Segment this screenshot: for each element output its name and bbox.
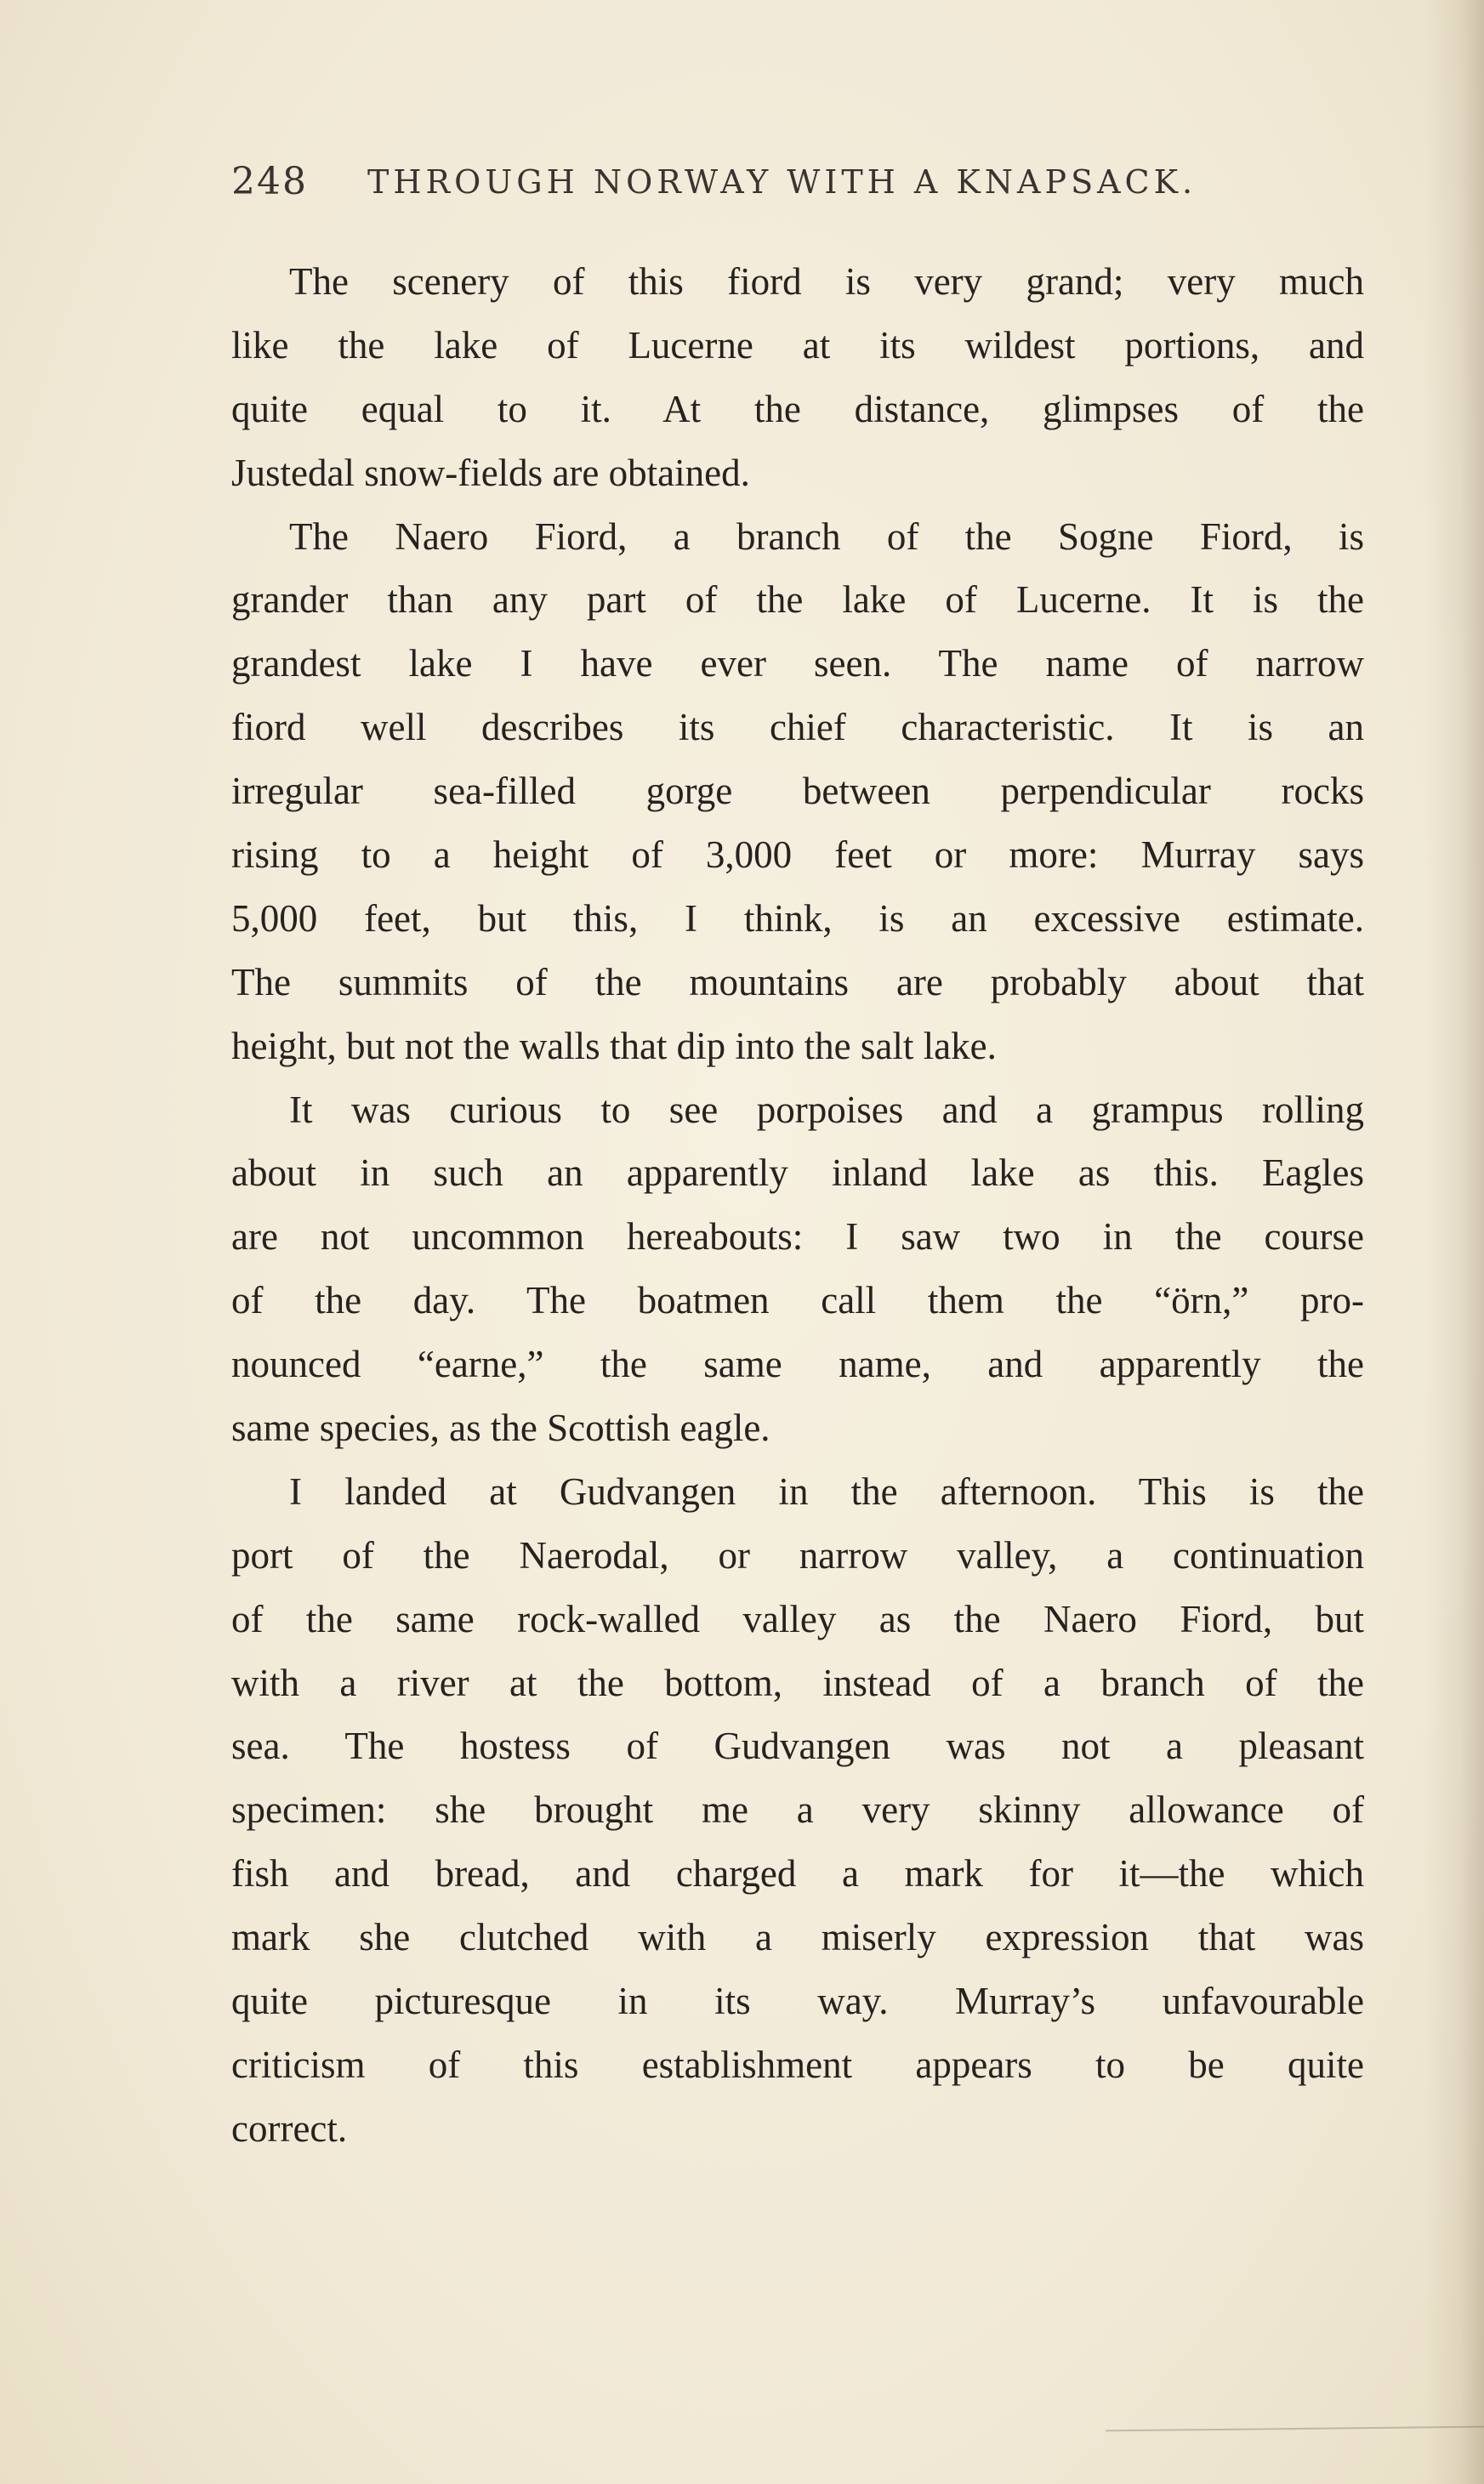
text-line: specimen: she brought me a very skinny allowance of <box>231 1788 1364 1832</box>
text-line: grander than any part of the lake of Lucerne. It is the <box>231 578 1364 622</box>
page-edge-shadow <box>1424 0 1484 2484</box>
text-line: It was curious to see porpoises and a grampus rolling <box>289 1088 1364 1131</box>
text-line: rising to a height of 3,000 feet or more: Murray says <box>231 833 1364 877</box>
text-line: The summits of the mountains are probably about that <box>231 960 1364 1003</box>
text-line: quite picturesque in its way. Murray’s unfavourable <box>231 1980 1364 2023</box>
text-line: with a river at the bottom, instead of a branch of the <box>231 1661 1364 1704</box>
text-line: I landed at Gudvangen in the afternoon. This is the <box>289 1469 1364 1513</box>
text-line: grandest lake I have ever seen. The name of narrow <box>231 642 1364 685</box>
text-line: The scenery of this fiord is very grand; very much <box>289 260 1364 303</box>
text-line: quite equal to it. At the distance, glimpses of the <box>231 387 1364 430</box>
page-number: 248 <box>231 160 308 203</box>
text-line: 5,000 feet, but this, I think, is an excessive estimate. <box>231 896 1364 940</box>
text-line: correct. <box>231 2106 348 2150</box>
body-text <box>231 250 1364 2161</box>
text-line: fiord well describes its chief characteristic. It is an <box>231 706 1364 749</box>
text-line: same species, as the Scottish eagle. <box>231 1407 770 1450</box>
text-line: about in such an apparently inland lake as this. Eagles <box>231 1151 1364 1195</box>
text-line: mark she clutched with a miserly expression that was <box>231 1916 1364 1959</box>
text-line: are not uncommon hereabouts: I saw two in the course <box>231 1215 1364 1259</box>
text-line: nounced “earne,” the same name, and apparently the <box>231 1343 1364 1386</box>
page-header <box>231 160 1379 219</box>
text-line: sea. The hostess of Gudvangen was not a pleasant <box>231 1725 1364 1768</box>
text-line: like the lake of Lucerne at its wildest portions, and <box>231 323 1364 367</box>
text-line: criticism of this establishment appears to be quite <box>231 2043 1364 2086</box>
running-title: THROUGH NORWAY WITH A KNAPSACK. <box>367 163 1197 201</box>
text-line: of the same rock-walled valley as the Naero Fiord, but <box>231 1597 1364 1640</box>
text-line: The Naero Fiord, a branch of the Sogne Fiord, is <box>289 514 1364 558</box>
text-line: port of the Naerodal, or narrow valley, a continuation <box>231 1533 1364 1577</box>
text-line: Justedal snow-fields are obtained. <box>231 451 750 494</box>
text-line: fish and bread, and charged a mark for it—the which <box>231 1852 1364 1896</box>
text-line: of the day. The boatmen call them the “örn,” pro- <box>231 1279 1364 1322</box>
text-line: height, but not the walls that dip into the salt lake. <box>231 1024 997 1067</box>
text-line: irregular sea-filled gorge between perpendicular rocks <box>231 770 1364 813</box>
